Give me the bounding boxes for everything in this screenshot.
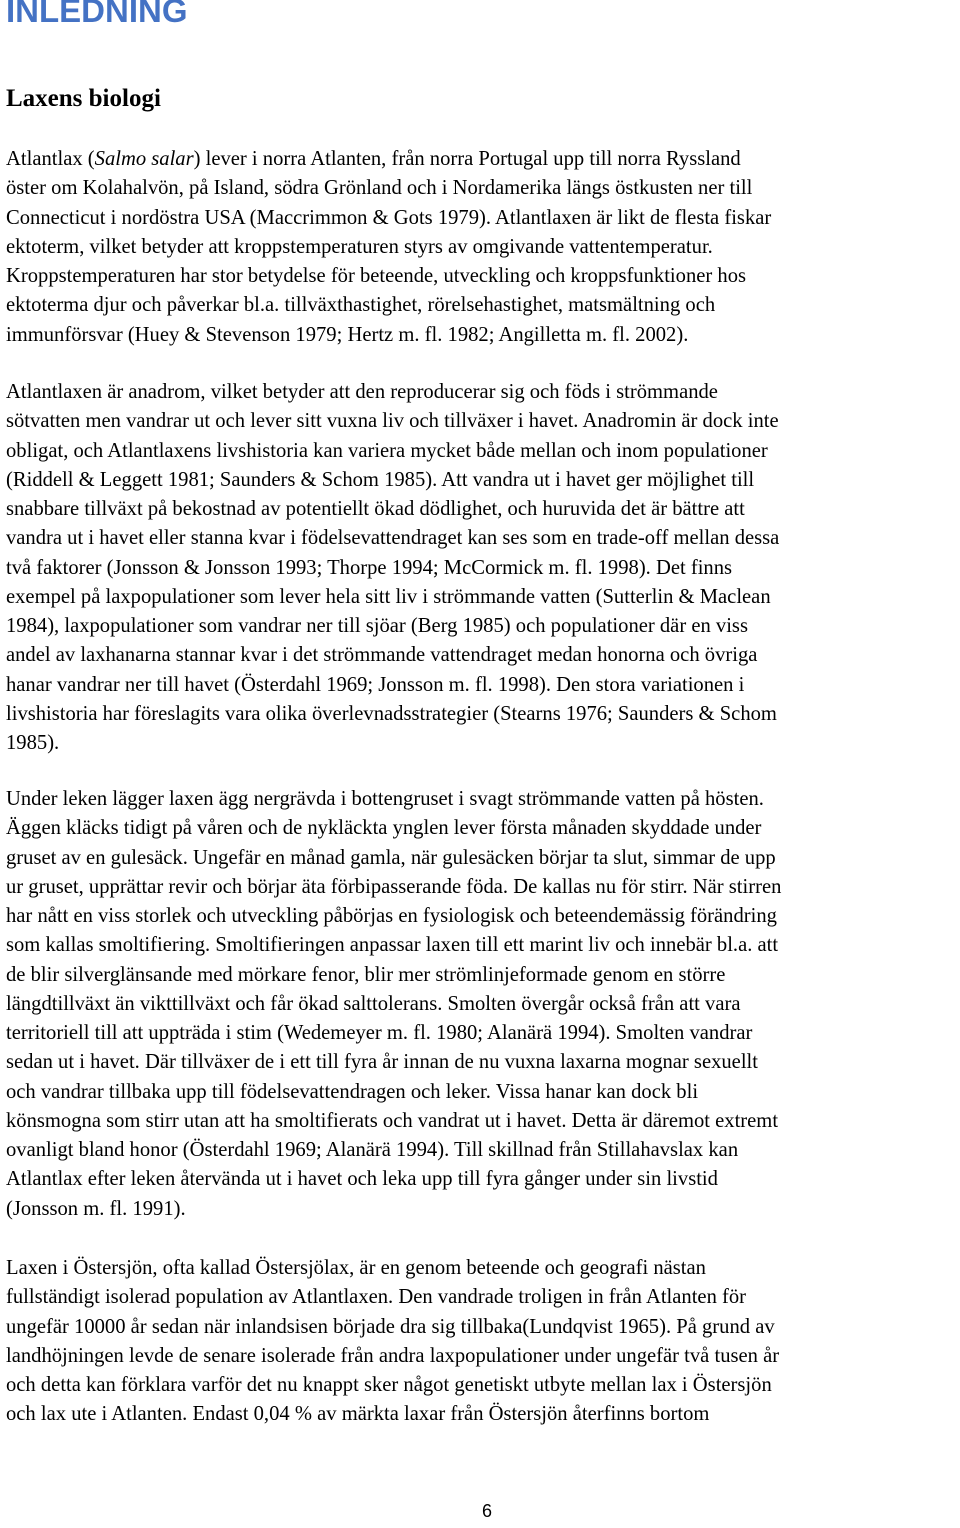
paragraph-line: livshistoria har föreslagits vara olika överlevnadsstrategier (Stearns 1976; Saunders & Schom xyxy=(6,702,777,725)
paragraph-line: immunförsvar (Huey & Stevenson 1979; Hertz m. fl. 1982; Angilletta m. fl. 2002). xyxy=(6,323,689,346)
paragraph-line: gruset av en gulesäck. Ungefär en månad gamla, när gulesäcken börjar ta slut, simmar de upp xyxy=(6,846,776,869)
paragraph-line: ungefär 10000 år sedan när inlandsisen började dra sig tillbaka(Lundqvist 1965). På grund av xyxy=(6,1315,775,1338)
paragraph-line: hanar vandrar ner till havet (Österdahl 1969; Jonsson m. fl. 1998). Den stora variationen i xyxy=(6,673,745,696)
paragraph-line: sötvatten men vandrar ut och lever sitt vuxna liv och tillväxer i havet. Anadromin är dock inte xyxy=(6,410,779,433)
paragraph-line: längdtillväxt än vikttillväxt och får ökad salttolerans. Smolten övergår också från att vara xyxy=(6,992,741,1015)
paragraph-line: Atlantlax efter leken återvända ut i havet och leka upp till fyra gånger under sin livstid xyxy=(6,1168,718,1191)
page-number: 6 xyxy=(481,1501,492,1521)
paragraph-line: Äggen kläcks tidigt på våren och de nykläckta ynglen lever första månaden skyddade under xyxy=(6,817,762,840)
paragraph-line: ovanligt bland honor (Österdahl 1969; Alanärä 1994). Till skillnad från Stillahavslax kan xyxy=(6,1139,739,1161)
paragraph-line: sedan ut i havet. Där tillväxer de i ett till fyra år innan de nu vuxna laxarna mognar sexuellt xyxy=(6,1051,758,1074)
paragraph-line: ektoterma djur och påverkar bl.a. tillväxthastighet, rörelsehastighet, matsmältning och xyxy=(6,294,716,317)
paragraph-line: Atlantlax (Salmo salar) lever i norra Atlanten, från norra Portugal upp till norra Ryssland xyxy=(6,148,741,170)
paragraph-line: obligat, och Atlantlaxens livshistoria kan variera mycket både mellan och inom populationer xyxy=(6,439,768,462)
paragraph-line: snabbare tillväxt på bekostnad av potentiellt ökad dödlighet, och huruvida det är bättre att xyxy=(6,498,745,520)
paragraph-line: (Jonsson m. fl. 1991). xyxy=(6,1197,186,1220)
paragraph-line: och lax ute i Atlanten. Endast 0,04 % av märkta laxar från Östersjön återfinns bortom xyxy=(6,1403,710,1426)
paragraph-line: Connecticut i nordöstra USA (Maccrimmon & Gots 1979). Atlantlaxen är likt de flesta fiskar xyxy=(6,206,772,229)
paragraph-line: de blir silverglänsande med mörkare fenor, blir mer strömlinjeformade genom en större xyxy=(6,963,726,986)
paragraph-line: ektoterm, vilket betyder att kroppstemperaturen styrs av omgivande vattentemperatur. xyxy=(6,235,713,258)
paragraph-line: Under leken lägger laxen ägg nergrävda i bottengruset i svagt strömmande vatten på hösten. xyxy=(6,788,764,810)
paragraph-line: och detta kan förklara varför det nu knappt sker något genetiskt utbyte mellan lax i Östersjön xyxy=(6,1374,772,1396)
section-heading: INLEDNING xyxy=(6,0,188,29)
paragraph-line: Atlantlaxen är anadrom, vilket betyder att den reproducerar sig och föds i strömmande xyxy=(6,381,718,403)
paragraph-line: 1985). xyxy=(6,732,60,754)
paragraph-line: vandra ut i havet eller stanna kvar i födelsevattendraget kan ses som en trade-off mellan dessa xyxy=(6,527,780,550)
paragraph-line: öster om Kolahalvön, på Island, södra Grönland och i Nordamerika längs östkusten ner till xyxy=(6,177,753,200)
paragraph-line: och vandrar tillbaka upp till födelsevattendragen och leker. Vissa hanar kan dock bli xyxy=(6,1080,699,1103)
paragraph-line: två faktorer (Jonsson & Jonsson 1993; Thorpe 1994; McCormick m. fl. 1998). Det finns xyxy=(6,556,733,579)
paragraph-line: Laxen i Östersjön, ofta kallad Östersjölax, är en genom beteende och geografi nästan xyxy=(6,1257,706,1279)
paragraph-line: territoriell till att uppträda i stim (Wedemeyer m. fl. 1980; Alanärä 1994). Smolten vandrar xyxy=(6,1022,753,1044)
paragraph-line: ur gruset, upprättar revir och börjar äta förbipasserande föda. De kallas nu för stirr. När stirren xyxy=(6,875,782,898)
paragraph-line: Kroppstemperaturen har stor betydelse för beteende, utveckling och kroppsfunktioner hos xyxy=(6,265,747,287)
paragraph-line: exempel på laxpopulationer som lever hela sitt liv i strömmande vatten (Sutterlin & Maclean xyxy=(6,585,771,608)
paragraph-line: könsmogna som stirr utan att ha smoltifierats och vandrat ut i havet. Detta är däremot extremt xyxy=(6,1109,779,1132)
paragraph-line: andel av laxhanarna stannar kvar i det strömmande vattendraget medan honorna och övriga xyxy=(6,644,758,667)
paragraph-line: som kallas smoltifiering. Smoltifieringen anpassar laxen till ett marint liv och innebär bl.a. att xyxy=(6,934,779,957)
paragraph-line: (Riddell & Leggett 1981; Saunders & Schom 1985). Att vandra ut i havet ger möjlighet till xyxy=(6,468,755,491)
paragraph-line: har nått en viss storlek och utveckling påbörjas en fysiologisk och beteendemässig förändring xyxy=(6,905,777,927)
paragraph-line: 1984), laxpopulationer som vandrar ner till sjöar (Berg 1985) och populationer där en viss xyxy=(6,615,748,637)
subsection-heading: Laxens biologi xyxy=(6,85,161,112)
paragraph-line: landhöjningen levde de senare isolerade från andra laxpopulationer under ungefär två tusen år xyxy=(6,1344,780,1367)
paragraph-line: fullständigt isolerad population av Atlantlaxen. Den vandrade troligen in från Atlanten för xyxy=(6,1286,747,1309)
